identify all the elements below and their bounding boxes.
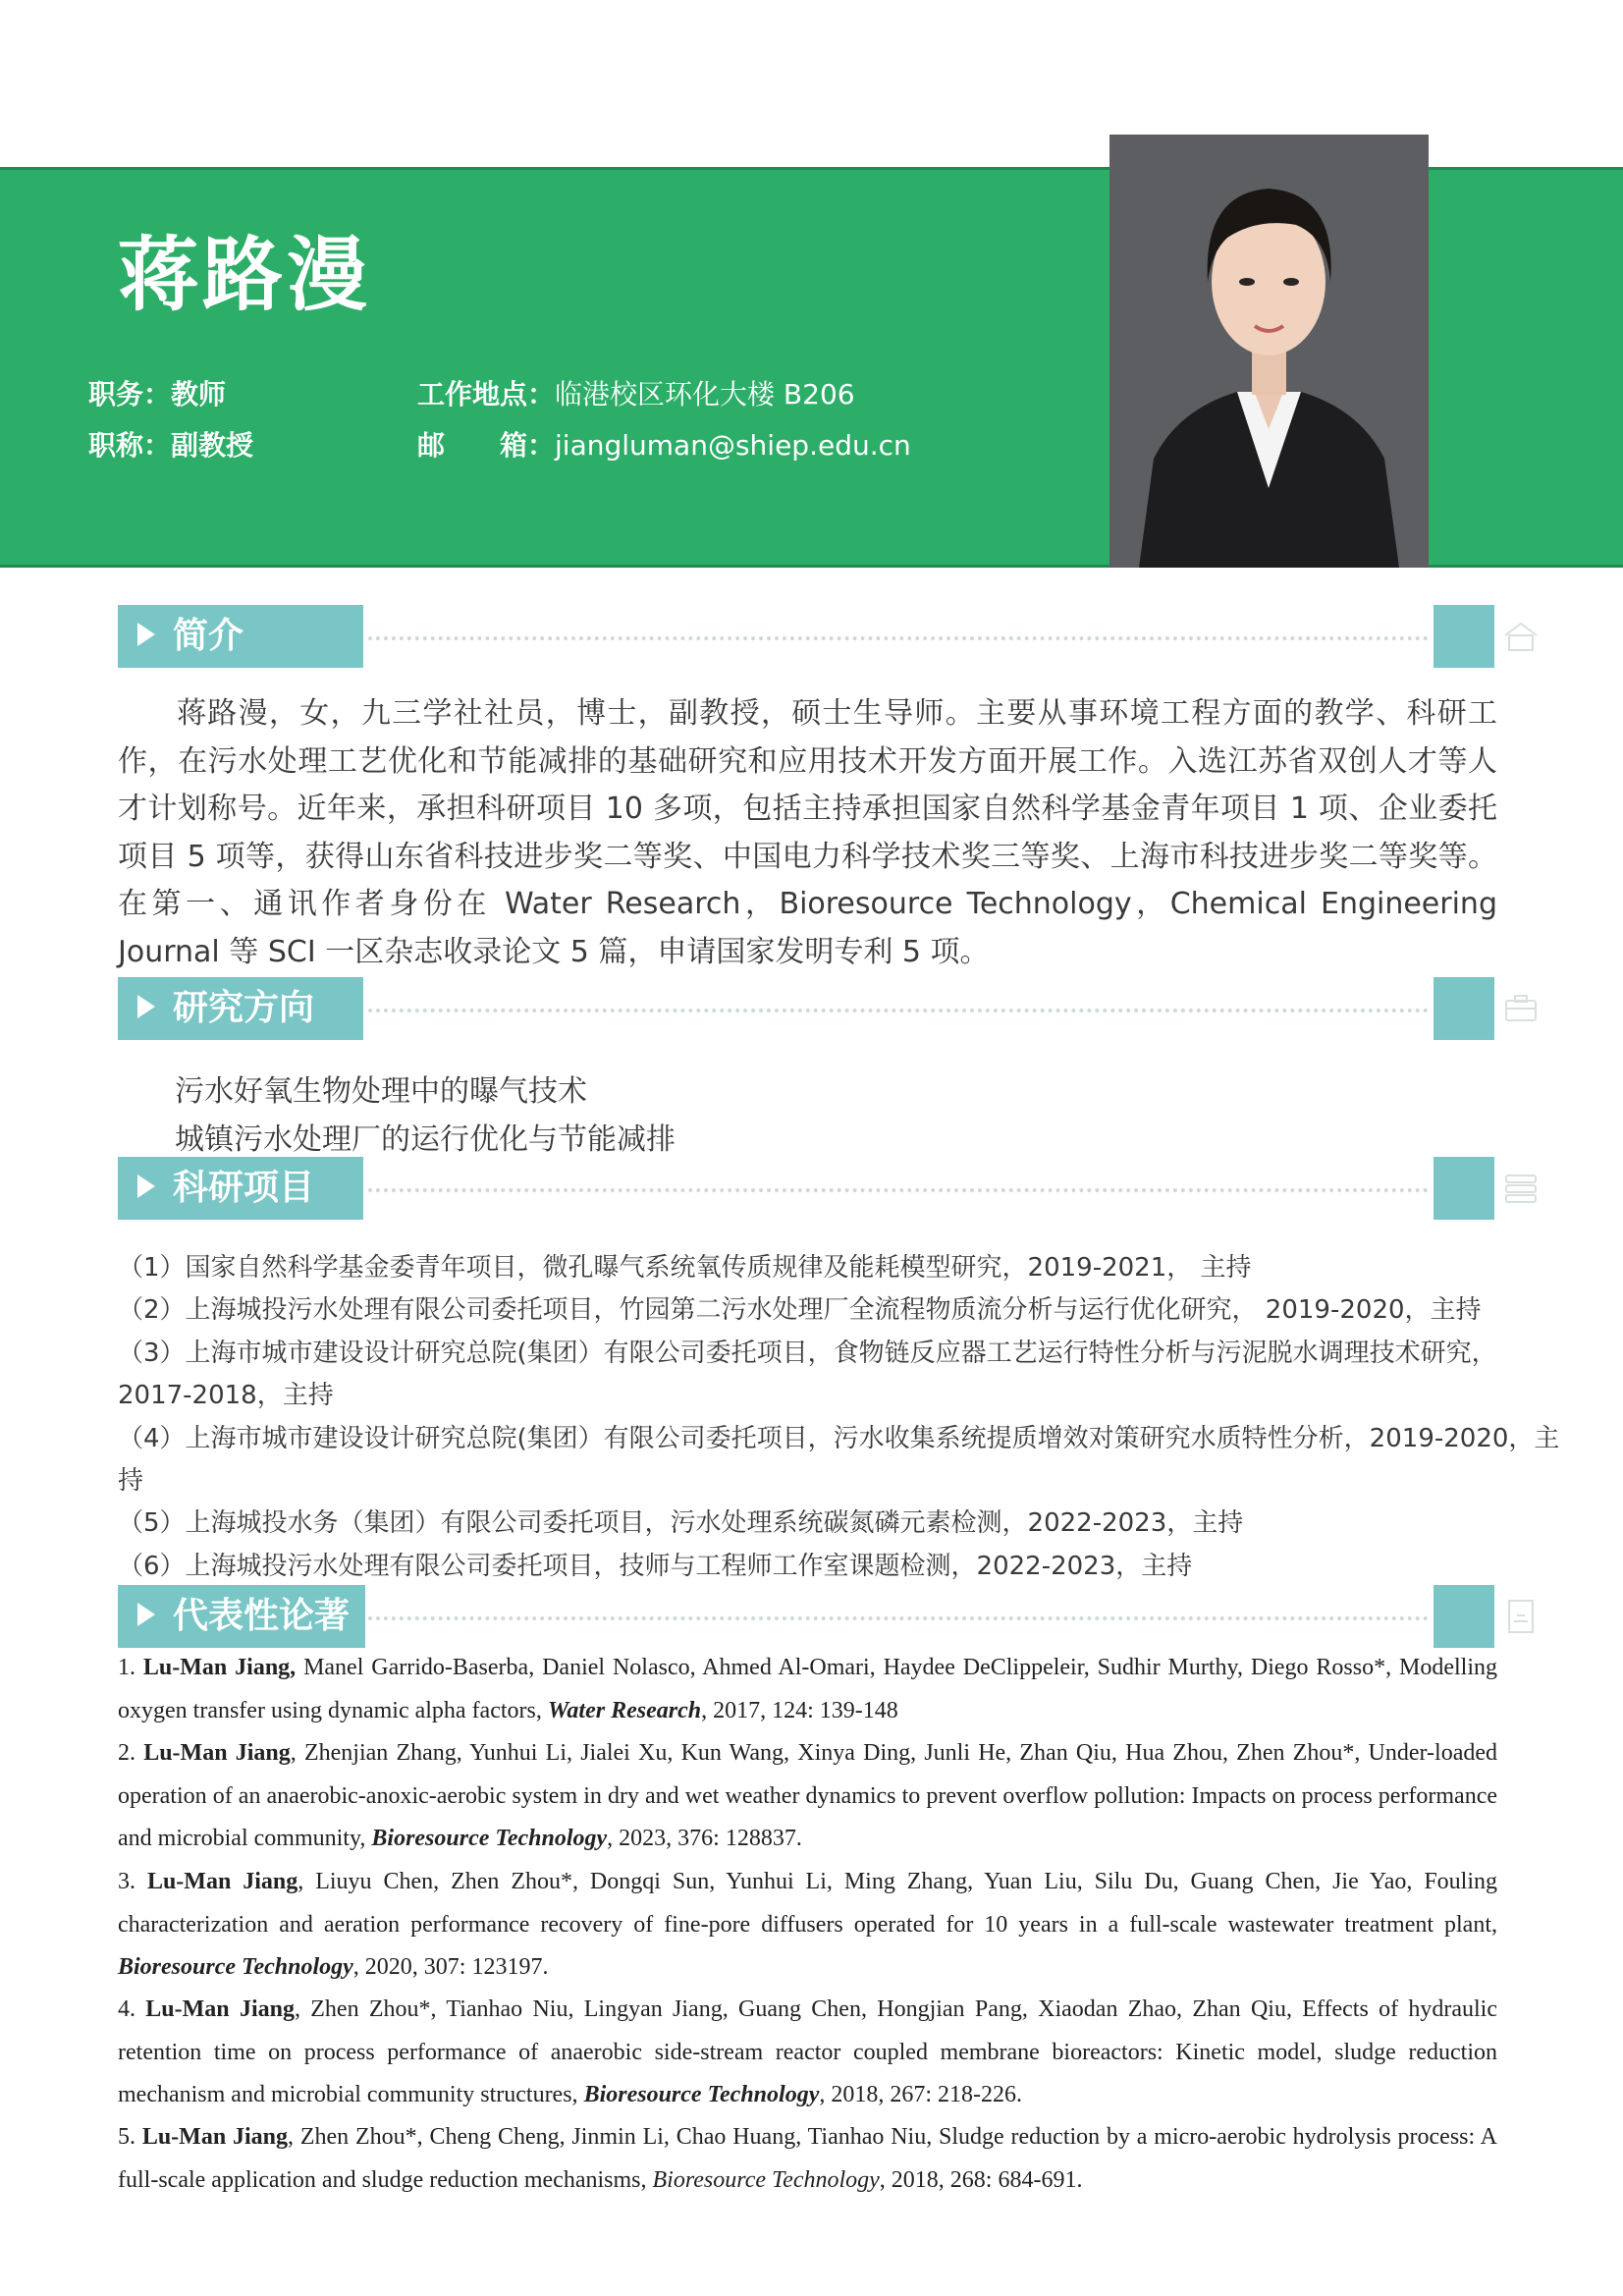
location-info	[417, 373, 855, 412]
triangle-icon	[137, 1175, 155, 1198]
publication-author: Lu-Man Jiang,	[142, 1655, 297, 1680]
location-label: 工作地点：	[417, 378, 556, 410]
project-line: （3）上海市城市建设设计研究总院(集团）有限公司委托项目，食物链反应器工艺运行特性分析与污泥脱水调理技术研究，	[118, 1339, 1497, 1368]
section-research-title: 研究方向	[173, 988, 315, 1028]
publication-body: , Liuyu Chen, Zhen Zhou*, Dongqi Sun, Yunhui Li, Ming Zhang, Yuan Liu, Silu Du, Guang Chen, Jie Yao, Fouling characterization and aeration performance recovery of fine-pore diffusers operated for 10 years in a full-scale wastewater treatment plant,	[118, 1869, 1497, 1938]
publication-entry	[118, 1989, 1497, 2117]
project-line: （4）上海市城市建设设计研究总院(集团）有限公司委托项目，污水收集系统提质增效对策研究水质特性分析，2019-2020，主	[118, 1424, 1560, 1453]
email-link[interactable]: jiangluman@shiep.edu.cn	[555, 429, 911, 462]
section-marker	[1434, 1585, 1494, 1648]
triangle-icon	[137, 623, 155, 646]
email-info	[417, 424, 911, 464]
publication-journal: Bioresource Technology	[583, 2082, 820, 2108]
portrait-illustration	[1109, 135, 1429, 568]
publication-tail: , 2023, 376: 128837.	[607, 1826, 802, 1852]
section-divider	[368, 1616, 1429, 1620]
publication-body: , Zhen Zhou*, Cheng Cheng, Jinmin Li, Chao Huang, Tianhao Niu, Sludge reduction by a micro-aerobic hydrolysis process: A full-scale application and sludge reduction mechanisms,	[118, 2124, 1497, 2193]
research-item: 城镇污水处理厂的运行优化与节能减排	[175, 1122, 676, 1157]
publication-entry	[118, 2116, 1497, 2202]
publication-entry	[118, 1861, 1497, 1990]
section-divider	[368, 1188, 1429, 1192]
triangle-icon	[137, 995, 155, 1018]
portrait-photo	[1109, 135, 1429, 568]
location-value: 临港校区环化大楼 B206	[555, 378, 855, 410]
publication-author: Lu-Man Jiang	[143, 1740, 291, 1766]
publication-author: Lu-Man Jiang	[146, 1869, 298, 1894]
publication-body: , Zhenjian Zhang, Yunhui Li, Jialei Xu, Kun Wang, Xinya Ding, Junli He, Zhan Qiu, Hua Zhou, Zhen Zhou*, Under-loaded operation of an anaerobic-anoxic-aerobic system in dry and wet weather dynamics to prevent overflow pollution: Impacts on process performance and microbial community,	[118, 1740, 1497, 1852]
research-item: 污水好氧生物处理中的曝气技术	[175, 1074, 587, 1109]
title-info	[88, 424, 253, 464]
project-line: （6）上海城投污水处理有限公司委托项目，技师与工程师工作室课题检测，2022-2023，主持	[118, 1552, 1193, 1581]
publication-number: 3.	[118, 1869, 135, 1894]
publication-number: 5.	[118, 2124, 135, 2150]
section-papers-title: 代表性论著	[173, 1596, 351, 1636]
publication-author: Lu-Man Jiang	[141, 2124, 289, 2150]
intro-paragraph: 蒋路漫，女，九三学社社员，博士，副教授，硕士生导师。主要从事环境工程方面的教学、科研工作，在污水处理工艺优化和节能减排的基础研究和应用技术开发方面开展工作。入选江苏省双创人才等人才计划称号。近年来，承担科研项目 10 多项，包括主持承担国家自然科学基金青年项目 1 项、企业委托项目 5 项等，获得山东省科技进步奖二等奖、中国电力科学技术奖三等奖、上海市科技进步奖二等奖等。在第一、通讯作者身份在 Water Research，Bioresource Technology，Chemical Engineering Journal 等 SCI 一区杂志收录论文 5 篇，申请国家发明专利 5 项。	[118, 696, 1497, 969]
publication-body: Manel Garrido-Baserba, Daniel Nolasco, Ahmed Al-Omari, Haydee DeClippeleir, Sudhir Murthy, Diego Rosso*, Modelling oxygen transfer using dynamic alpha factors,	[118, 1655, 1498, 1723]
publication-author: Lu-Man Jiang	[145, 1996, 295, 2022]
project-line: （2）上海城投污水处理有限公司委托项目，竹园第二污水处理厂全流程物质流分析与运行优化研究， 2019-2020，主持	[118, 1295, 1482, 1325]
document-icon	[1500, 1596, 1542, 1637]
house-icon	[1500, 616, 1542, 657]
publication-body: , Zhen Zhou*, Tianhao Niu, Lingyan Jiang, Guang Chen, Hongjian Pang, Xiaodan Zhao, Zhan Qiu, Effects of hydraulic retention time on process performance of anaerobic side-stream reactor coupled membrane bioreactors: Kinetic model, sludge reduction mechanism and microbial community structures,	[118, 1996, 1497, 2108]
publication-journal: Water Research	[547, 1697, 702, 1723]
project-line: （1）国家自然科学基金委青年项目，微孔曝气系统氧传质规律及能耗模型研究，2019-2021， 主持	[118, 1253, 1252, 1283]
publication-tail: , 2020, 307: 123197.	[352, 1954, 549, 1981]
section-intro-header	[118, 605, 363, 668]
section-divider	[368, 636, 1429, 640]
section-intro-title: 简介	[173, 616, 244, 656]
title-value: 副教授	[171, 429, 254, 462]
publication-journal: Bioresource Technology	[371, 1826, 608, 1852]
briefcase-icon	[1500, 988, 1542, 1029]
person-name: 蒋路漫	[118, 229, 372, 322]
publication-tail: , 2018, 268: 684-691.	[879, 2166, 1083, 2193]
section-projects-title: 科研项目	[173, 1168, 315, 1208]
publication-entry	[118, 1732, 1497, 1861]
publication-entry	[118, 1647, 1497, 1732]
publication-number: 4.	[118, 1996, 135, 2022]
section-research-header	[118, 977, 363, 1040]
section-marker	[1434, 605, 1494, 668]
position-label: 职务：	[88, 378, 172, 410]
publication-tail: , 2017, 124: 139-148	[701, 1697, 898, 1723]
section-marker	[1434, 1157, 1494, 1220]
project-line: 2017-2018，主持	[118, 1381, 334, 1410]
publication-journal: Bioresource Technology	[652, 2166, 880, 2193]
publication-number: 1.	[118, 1655, 135, 1680]
publication-tail: , 2018, 267: 218-226.	[819, 2082, 1023, 2108]
publication-number: 2.	[118, 1740, 135, 1766]
section-marker	[1434, 977, 1494, 1040]
publication-journal: Bioresource Technology	[118, 1954, 353, 1981]
section-papers-header	[118, 1585, 365, 1648]
section-divider	[368, 1009, 1429, 1012]
section-projects-header	[118, 1157, 363, 1220]
triangle-icon	[137, 1603, 155, 1626]
project-line: （5）上海城投水务（集团）有限公司委托项目，污水处理系统碳氮磷元素检测，2022-2023，主持	[118, 1508, 1244, 1538]
position-value: 教师	[171, 378, 227, 410]
email-label: 邮 箱：	[417, 429, 556, 462]
project-line: 持	[118, 1466, 144, 1496]
stack-icon	[1500, 1168, 1542, 1209]
position-info	[88, 373, 226, 412]
title-label: 职称：	[88, 429, 172, 462]
